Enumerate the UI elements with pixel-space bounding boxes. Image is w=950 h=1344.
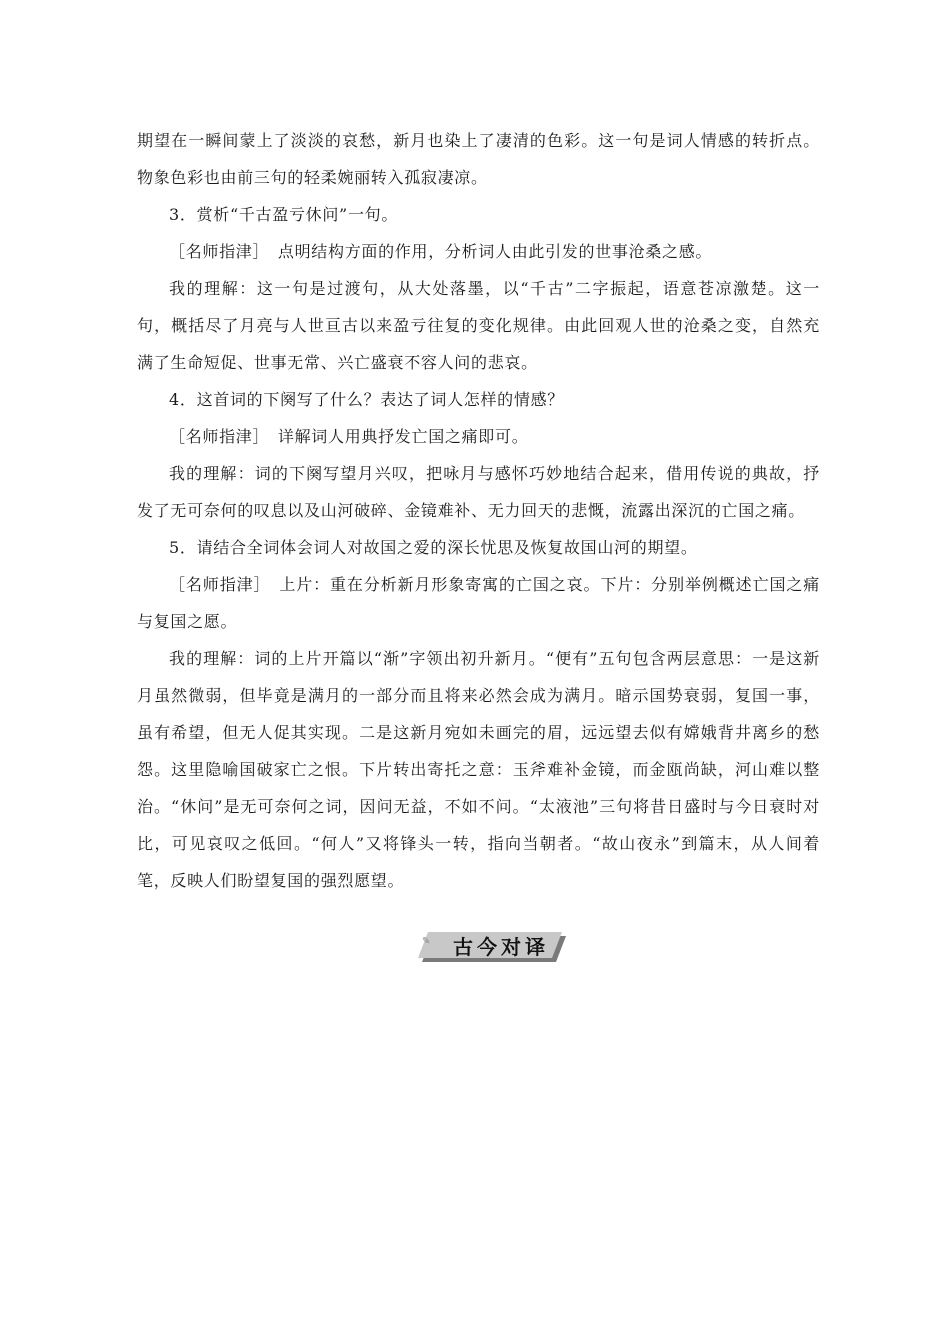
teacher-guidance: ［名师指津］ 上片：重在分析新月形象寄寓的亡国之哀。下片：分别举例概述亡国之痛与复国之愿。	[137, 575, 820, 631]
question-heading: 5．请结合全词体会词人对故国之爱的深长忧思及恢复故国山河的期望。	[169, 538, 698, 557]
body-text	[137, 122, 820, 899]
my-understanding: 我的理解：这一句是过渡句，从大处落墨，以“千古”二字振起，语意苍凉激楚。这一句，概括尽了月亮与人世亘古以来盈亏往复的变化规律。由此回观人世的沧桑之变，自然充满了生命短促、世事无常、兴亡盛衰不容人问的悲哀。	[137, 279, 820, 372]
section-title: 古今对译	[453, 935, 549, 959]
teacher-guidance: ［名师指津］ 详解词人用典抒发亡国之痛即可。	[169, 427, 529, 446]
question-heading: 4．这首词的下阕写了什么？表达了词人怎样的情感？	[169, 390, 564, 409]
ornament-icon: ✎	[422, 936, 431, 947]
paragraph: 期望在一瞬间蒙上了淡淡的哀愁，新月也染上了凄清的色彩。这一句是词人情感的转折点。物象色彩也由前三句的轻柔婉丽转入孤寂凄凉。	[137, 131, 820, 187]
question-heading: 3．赏析“千古盈亏休问”一句。	[169, 205, 399, 224]
my-understanding: 我的理解：词的下阕写望月兴叹，把咏月与感怀巧妙地结合起来，借用传说的典故，抒发了无可奈何的叹息以及山河破碎、金镜难补、无力回天的悲慨，流露出深沉的亡国之痛。	[137, 464, 820, 520]
my-understanding: 我的理解：词的上片开篇以“渐”字领出初升新月。“便有”五句包含两层意思：一是这新月虽然微弱，但毕竟是满月的一部分而且将来必然会成为满月。暗示国势衰弱，复国一事，虽有希望，但无人促其实现。二是这新月宛如未画完的眉，远远望去似有嫦娥背井离乡的愁怨。这里隐喻国破家亡之恨。下片转出寄托之意：玉斧难补金镜，而金瓯尚缺，河山难以整治。“休问”是无可奈何之词，因问无益，不如不问。“太液池”三句将昔日盛时与今日衰时对比，可见哀叹之低回。“何人”又将锋头一转，指向当朝者。“故山夜永”到篇末，从人间着笔，反映人们盼望复国的强烈愿望。	[137, 649, 820, 890]
section-banner	[418, 930, 568, 964]
teacher-guidance: ［名师指津］ 点明结构方面的作用，分析词人由此引发的世事沧桑之感。	[169, 242, 713, 261]
